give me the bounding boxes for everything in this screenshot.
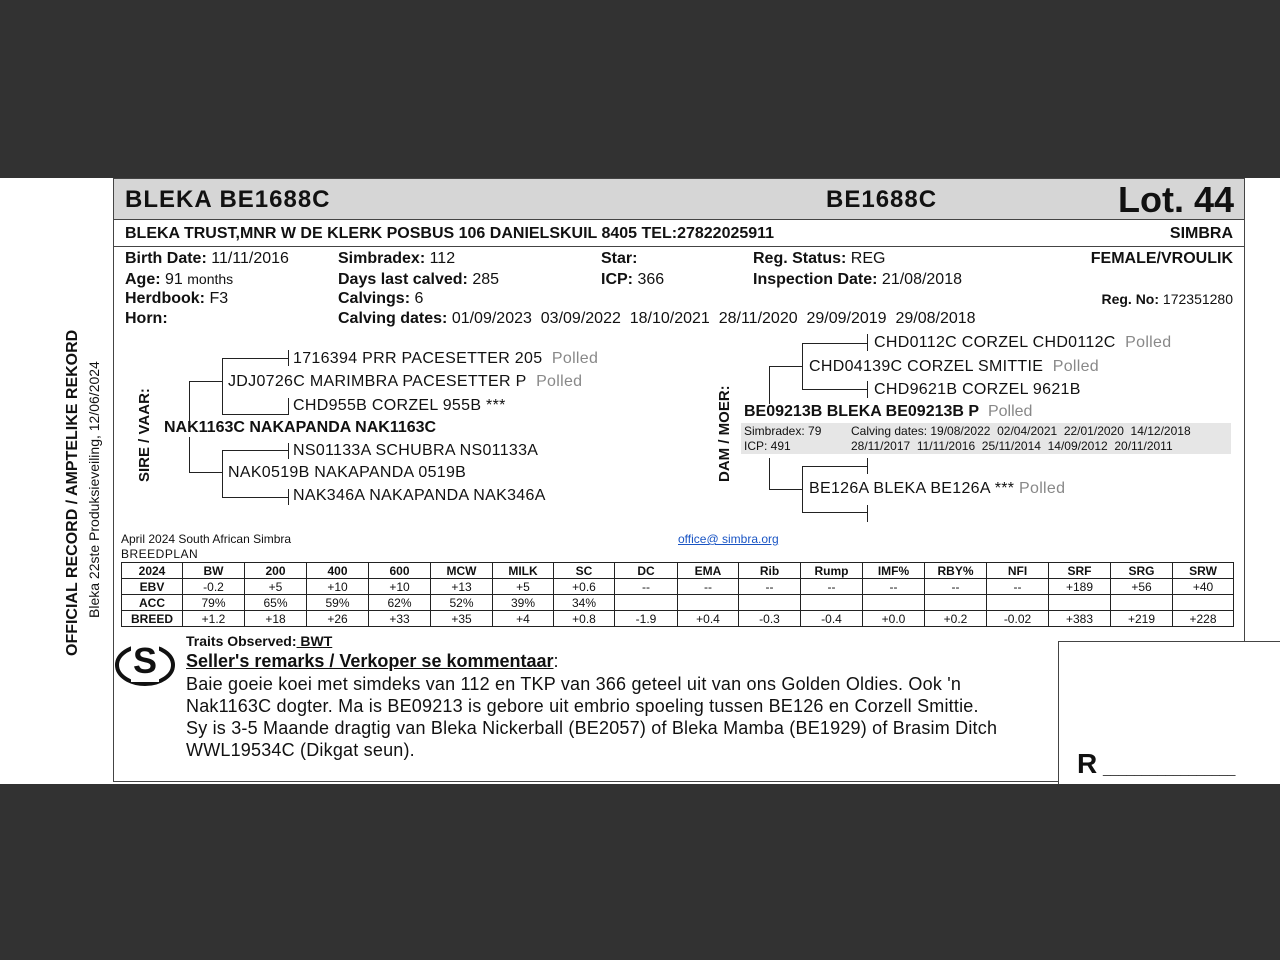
ebv-header-cell: 2024	[122, 563, 183, 579]
pedigree-line	[867, 505, 868, 522]
pedigree-line	[802, 389, 868, 390]
ebv-row-label: ACC	[122, 595, 183, 611]
dam-icp: ICP: 491	[744, 439, 791, 453]
pedigree-line	[222, 450, 223, 498]
dam-simbradex: Simbradex: 79	[744, 424, 822, 438]
ebv-header-cell: SRG	[1111, 563, 1173, 579]
pedigree-line	[802, 343, 803, 389]
pedigree-line	[288, 443, 289, 459]
horn: Horn:	[125, 310, 168, 327]
pedigree-line	[867, 458, 868, 474]
ebv-cell: +10	[307, 579, 369, 595]
sire-dam-dam: NAK346A NAKAPANDA NAK346A	[293, 487, 546, 504]
sale-name: Bleka 22ste Produksieveiling, 12/06/2024	[86, 361, 102, 618]
ebv-cell: 59%	[307, 595, 369, 611]
ebv-row	[122, 611, 1234, 627]
ebv-cell: --	[987, 579, 1049, 595]
remarks-line-2: Nak1163C dogter. Ma is BE09213 is gebore uit embrio spoeling tussen BE126 en Corzell Smittie.	[186, 696, 979, 716]
star: Star:	[601, 250, 638, 267]
inspection-date: Inspection Date: 21/08/2018	[753, 271, 962, 288]
ebv-row-label: BREED	[122, 611, 183, 627]
dam-sire: CHD04139C CORZEL SMITTIE Polled	[809, 358, 1099, 375]
owner-details: BLEKA TRUST,MNR W DE KLERK POSBUS 106 DANIELSKUIL 8405 TEL:27822025911	[125, 225, 775, 242]
animal-name: BLEKA BE1688C	[125, 186, 331, 213]
ebv-cell	[739, 595, 801, 611]
ebv-cell: 39%	[493, 595, 554, 611]
ebv-cell: -1.9	[615, 611, 678, 627]
reg-status: Reg. Status: REG	[753, 250, 886, 267]
dam-calving-dates-2: 28/11/2017 11/11/2016 25/11/2014 14/09/2012 20/11/2011	[851, 439, 1173, 453]
owner-bar	[113, 220, 1245, 247]
ebv-cell: +5	[245, 579, 307, 595]
ebv-cell: 65%	[245, 595, 307, 611]
pedigree-line	[222, 497, 289, 498]
ebv-cell	[678, 595, 739, 611]
dam-sire-dam: CHD9621B CORZEL 9621B	[874, 381, 1081, 398]
ebv-row-label: EBV	[122, 579, 183, 595]
pedigree-line	[288, 489, 289, 505]
animal-id: BE1688C	[826, 186, 938, 213]
ebv-cell: +40	[1173, 579, 1234, 595]
ebv-row	[122, 579, 1234, 595]
ebv-cell: 79%	[183, 595, 245, 611]
ebv-header-cell: BW	[183, 563, 245, 579]
ebv-cell: 34%	[554, 595, 615, 611]
pedigree-line	[222, 358, 223, 414]
ebv-cell: +189	[1049, 579, 1111, 595]
sire-dam-sire: NS01133A SCHUBRA NS01133A	[293, 442, 539, 459]
ebv-cell	[801, 595, 863, 611]
header-bar	[113, 178, 1245, 220]
traits-observed: Traits Observed: BWT	[186, 633, 333, 649]
sire-sire-sire: 1716394 PRR PACESETTER 205 Polled	[293, 350, 599, 367]
ebv-cell: 62%	[369, 595, 431, 611]
pedigree-line	[802, 466, 868, 467]
pedigree-line	[867, 381, 868, 398]
sire-dam: NAK0519B NAKAPANDA 0519B	[228, 464, 467, 481]
calving-dates: Calving dates: 01/09/2023 03/09/2022 18/10/2021 28/11/2020 29/09/2019 29/08/2018	[338, 310, 976, 327]
dam-calving-dates: Calving dates: 19/08/2022 02/04/2021 22/01/2020 14/12/2018	[851, 424, 1191, 438]
ebv-header-cell: SRF	[1049, 563, 1111, 579]
ebv-cell: --	[925, 579, 987, 595]
ebv-cell: +0.4	[678, 611, 739, 627]
sire-sire-dam: CHD955B CORZEL 955B ***	[293, 397, 506, 414]
breedplan-label: BREEDPLAN	[121, 547, 199, 561]
pedigree-line	[222, 414, 289, 415]
logo-letter: S	[133, 640, 158, 681]
age: Age: 91 months	[125, 271, 234, 288]
ebv-cell: +383	[1049, 611, 1111, 627]
dam-label: DAM / MOER:	[716, 385, 733, 482]
remarks-title: Seller's remarks / Verkoper se kommentaar:	[186, 651, 559, 671]
remarks-line-4: WWL19534C (Dikgat seun).	[186, 740, 415, 760]
ebv-cell: +18	[245, 611, 307, 627]
pedigree-line	[189, 381, 190, 421]
pedigree-line	[288, 398, 289, 414]
pedigree-line	[802, 466, 803, 513]
ebv-header-cell: IMF%	[863, 563, 925, 579]
ebv-cell: +35	[431, 611, 493, 627]
ebv-cell: +13	[431, 579, 493, 595]
ebv-header-cell: 400	[307, 563, 369, 579]
ebv-cell: +0.0	[863, 611, 925, 627]
ebv-cell: +1.2	[183, 611, 245, 627]
ebv-cell	[615, 595, 678, 611]
calvings: Calvings: 6	[338, 290, 424, 307]
currency-symbol: R	[1077, 748, 1098, 779]
official-record-label: OFFICIAL RECORD / AMPTELIKE REKORD	[64, 329, 81, 656]
sire-label: SIRE / VAAR:	[136, 388, 153, 482]
ebv-header-cell: RBY%	[925, 563, 987, 579]
ebv-cell	[925, 595, 987, 611]
pedigree-line	[769, 366, 802, 367]
icp: ICP: 366	[601, 271, 665, 288]
ebv-cell: +0.6	[554, 579, 615, 595]
ebv-cell: +0.8	[554, 611, 615, 627]
ebv-cell: +0.2	[925, 611, 987, 627]
pedigree-line	[802, 512, 868, 513]
dam-dam: BE126A BLEKA BE126A *** Polled	[809, 480, 1066, 497]
pedigree-line	[769, 366, 770, 404]
ebv-cell: +219	[1111, 611, 1173, 627]
ebv-cell: +10	[369, 579, 431, 595]
dam: BE09213B BLEKA BE09213B P Polled	[744, 403, 1033, 420]
ebv-cell: -0.02	[987, 611, 1049, 627]
price-line: _________________	[1103, 760, 1236, 776]
ebv-cell: --	[801, 579, 863, 595]
breed-name: SIMBRA	[1169, 225, 1233, 242]
ebv-cell: 52%	[431, 595, 493, 611]
ebv-cell: --	[739, 579, 801, 595]
ebv-cell: -0.4	[801, 611, 863, 627]
ebv-header-row	[122, 563, 1234, 579]
pedigree-line	[288, 350, 289, 366]
reg-number: Reg. No: 172351280	[1101, 291, 1233, 307]
ebv-header-cell: MILK	[493, 563, 554, 579]
ebv-cell: +26	[307, 611, 369, 627]
dam-sire-sire: CHD0112C CORZEL CHD0112C Polled	[874, 334, 1172, 351]
ebv-cell: +228	[1173, 611, 1234, 627]
sire: NAK1163C NAKAPANDA NAK1163C	[164, 419, 437, 436]
remarks-line-3: Sy is 3-5 Maande dragtig van Bleka Nickerball (BE2057) of Bleka Mamba (BE1929) of Brasim Ditch	[186, 718, 998, 738]
ebv-cell: +5	[493, 579, 554, 595]
price-box[interactable]	[1058, 641, 1280, 784]
pedigree-line	[222, 450, 289, 451]
ebv-cell: -0.2	[183, 579, 245, 595]
herdbook: Herdbook: F3	[125, 290, 229, 307]
pedigree-line	[769, 489, 802, 490]
ebv-header-cell: MCW	[431, 563, 493, 579]
simbradex: Simbradex: 112	[338, 250, 456, 267]
ebv-table	[121, 562, 1234, 627]
ebv-cell	[987, 595, 1049, 611]
lot-number: Lot. 44	[1117, 179, 1234, 220]
ebv-cell	[863, 595, 925, 611]
ebv-cell: --	[615, 579, 678, 595]
ebv-cell	[1111, 595, 1173, 611]
pedigree-line	[802, 343, 868, 344]
ebv-header-cell: Rib	[739, 563, 801, 579]
ebv-header-cell: 600	[369, 563, 431, 579]
email-link[interactable]: office@ simbra.org	[678, 532, 779, 546]
pedigree-line	[222, 358, 289, 359]
ebv-cell: +4	[493, 611, 554, 627]
breedplan-source: April 2024 South African Simbra	[121, 532, 292, 546]
ebv-cell: -0.3	[739, 611, 801, 627]
ebv-header-cell: SC	[554, 563, 615, 579]
pedigree-line	[189, 381, 222, 382]
pedigree-line	[189, 437, 190, 473]
ebv-cell	[1173, 595, 1234, 611]
birth-date: Birth Date: 11/11/2016	[125, 250, 289, 267]
ebv-cell: +33	[369, 611, 431, 627]
sex: FEMALE/VROULIK	[1090, 250, 1233, 267]
ebv-cell: --	[863, 579, 925, 595]
ebv-cell	[1049, 595, 1111, 611]
ebv-header-cell: DC	[615, 563, 678, 579]
ebv-cell: --	[678, 579, 739, 595]
ebv-header-cell: NFI	[987, 563, 1049, 579]
remarks-line-1: Baie goeie koei met simdeks van 112 en TKP van 366 geteel uit van ons Golden Oldies. Ook 'n	[186, 674, 962, 694]
ebv-row	[122, 595, 1234, 611]
pedigree-line	[867, 334, 868, 351]
sire-sire: JDJ0726C MARIMBRA PACESETTER P Polled	[228, 373, 583, 390]
ebv-header-cell: Rump	[801, 563, 863, 579]
pedigree-line	[189, 472, 222, 473]
days-last-calved: Days last calved: 285	[338, 271, 500, 288]
ebv-header-cell: 200	[245, 563, 307, 579]
ebv-header-cell: SRW	[1173, 563, 1234, 579]
pedigree-line	[769, 458, 770, 490]
ebv-header-cell: EMA	[678, 563, 739, 579]
ebv-cell: +56	[1111, 579, 1173, 595]
